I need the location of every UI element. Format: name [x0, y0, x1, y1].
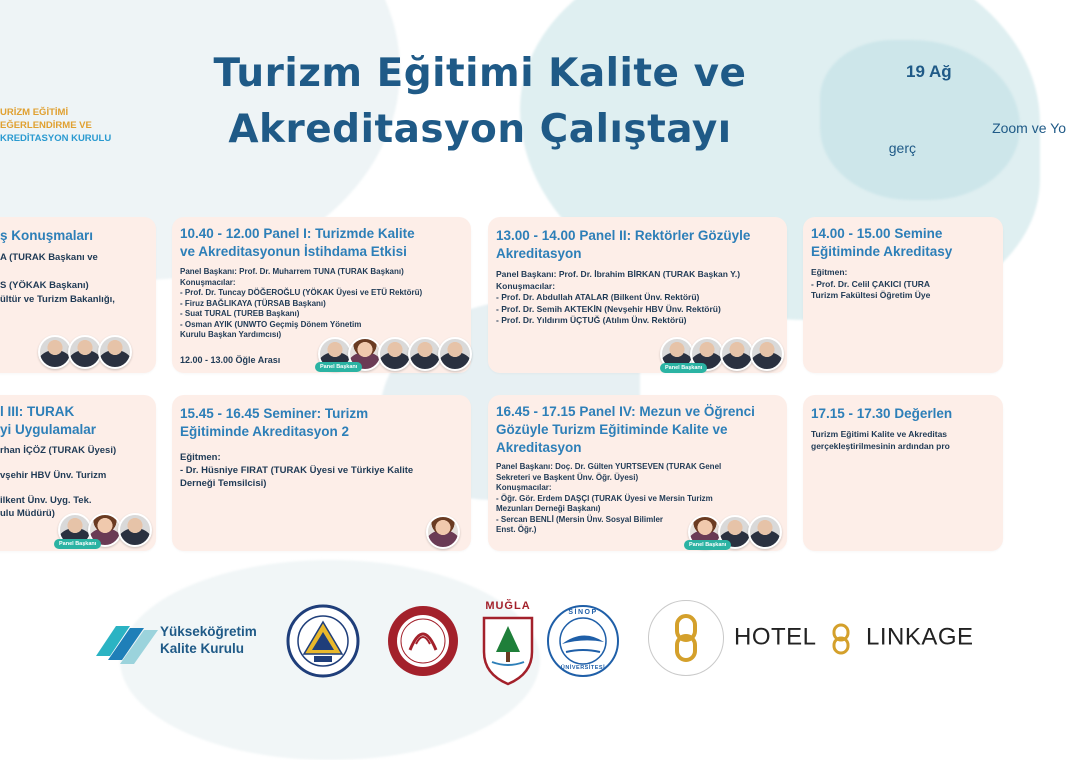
heading-line: Akreditasyon	[496, 246, 582, 261]
heading-line: 17.15 - 17.30 Değerlen	[811, 406, 953, 421]
speaker-photos	[42, 335, 132, 369]
session-heading	[496, 403, 779, 457]
organizer-line: KREDİTASYON KURULU	[0, 133, 112, 144]
session-card	[488, 395, 787, 551]
session-heading	[811, 405, 1003, 423]
panel-chair-badge: Panel Başkanı	[54, 539, 101, 549]
event-date: 19 Ağ	[906, 62, 952, 81]
session-heading	[811, 225, 1003, 261]
detail-line	[0, 483, 156, 496]
mugla-logo-text: MUĞLA	[485, 600, 531, 612]
detail-line	[0, 265, 144, 279]
speaker-photo	[98, 335, 132, 369]
panel-chair-badge: Panel Başkanı	[315, 362, 362, 372]
speaker-photo	[438, 337, 472, 371]
speaker-photos	[430, 515, 460, 549]
title-line: Turizm Eğitimi Kalite ve	[213, 51, 747, 96]
session-details	[0, 445, 156, 520]
speaker-photo	[38, 335, 72, 369]
heading-line: Eğitiminde Akreditasy	[811, 244, 953, 259]
session-heading	[0, 227, 144, 245]
detail-line: rhan İÇÖZ (TURAK Üyesi)	[0, 445, 117, 456]
detail-line: - Dr. Hüsniye FIRAT (TURAK Üyesi ve Türkiye Kalite	[180, 465, 414, 476]
detail-line: - Firuz BAĞLIKAYA (TÜRSAB Başkanı)	[180, 298, 326, 308]
detail-line: Turizm Fakültesi Öğretim Üye	[811, 290, 931, 300]
detail-line: Konuşmacılar:	[496, 280, 556, 291]
heading-line: Gözüyle Turizm Eğitiminde Kalite ve	[496, 422, 728, 437]
speaker-photo	[408, 337, 442, 371]
session-heading	[0, 403, 156, 439]
session-details	[811, 267, 1003, 302]
session-details	[496, 269, 779, 327]
detail-line: Panel Başkanı: Doç. Dr. Gülten YURTSEVEN (TURAK Genel	[496, 462, 722, 471]
hotel-logo-text: LINKAGE	[865, 623, 974, 651]
page-title	[150, 46, 810, 158]
detail-line: - Suat TURAL (TUREB Başkanı)	[180, 309, 300, 318]
session-card	[488, 217, 787, 373]
heading-line: yi Uygulamalar	[0, 422, 97, 437]
session-card	[0, 217, 156, 373]
title-line: Akreditasyon Çalıştayı	[228, 107, 732, 152]
detail-line: - Prof. Dr. Abdullah ATALAR (Bilkent Ünv. Rektörü)	[496, 292, 700, 302]
detail-line: Mezunları Derneği Başkanı)	[496, 504, 601, 513]
session-details	[811, 429, 1003, 452]
hotel-logo-text: HOTEL	[734, 623, 816, 651]
speaker-photo	[378, 337, 412, 371]
detail-line: Konuşmacılar:	[180, 277, 236, 287]
hotel-linkage-logo	[648, 600, 974, 676]
speaker-photo	[68, 335, 102, 369]
heading-line: ş Konuşmaları	[0, 228, 94, 243]
session-card	[803, 395, 1003, 551]
heading-line: 10.40 - 12.00 Panel I: Turizmde Kalite	[180, 226, 415, 241]
heading-line: Akreditasyon	[496, 440, 582, 455]
nevsehir-university-seal-icon	[386, 604, 460, 678]
sinop-university-seal-icon	[546, 604, 620, 678]
detail-line: - Öğr. Gör. Erdem DAŞÇI (TURAK Üyesi ve Mersin Turizm	[496, 493, 713, 503]
session-card	[172, 395, 471, 551]
detail-line: A (TURAK Başkanı ve	[0, 252, 98, 263]
detail-line: - Osman AYIK (UNWTO Geçmiş Dönem Yönetim	[180, 319, 362, 329]
session-card	[0, 395, 156, 551]
session-heading	[496, 227, 779, 263]
heading-line: ve Akreditasyonun İstihdama Etkisi	[180, 244, 407, 259]
detail-line: - Prof. Dr. Tuncay DÖĞEROĞLU (YÖKAK Üyesi ve ETÜ Rektörü)	[180, 288, 423, 297]
detail-line: - Prof. Dr. Semih AKTEKİN (Nevşehir HBV Ünv. Rektörü)	[496, 303, 721, 314]
detail-line: - Sercan BENLİ (Mersin Ünv. Sosyal Bilimler	[496, 514, 664, 524]
logo-text: Kalite Kurulu	[160, 641, 245, 656]
speaker-photo	[720, 337, 754, 371]
session-card	[172, 217, 471, 373]
mugla-university-seal-icon	[478, 600, 538, 686]
heading-line: 16.45 - 17.15 Panel IV: Mezun ve Öğrenci	[496, 404, 755, 419]
event-venue	[866, 118, 1066, 158]
session-details	[180, 267, 463, 341]
lunch-break-note: 12.00 - 13.00 Öğle Arası	[180, 355, 281, 365]
detail-line: S (YÖKAK Başkanı)	[0, 280, 89, 291]
speaker-photo	[118, 513, 152, 547]
panel-chair-badge: Panel Başkanı	[684, 540, 731, 550]
detail-line: Panel Başkanı: Prof. Dr. Muharrem TUNA (TURAK Başkanı)	[180, 267, 404, 276]
venue-line: gerç	[888, 140, 916, 156]
heading-line: 14.00 - 15.00 Semine	[811, 226, 943, 241]
detail-line: - Prof. Dr. Celil ÇAKICI (TURA	[811, 278, 931, 289]
logo-text: Yükseköğretim	[160, 624, 257, 639]
chevron-logo-icon	[96, 620, 156, 660]
session-heading	[180, 405, 463, 441]
sinop-logo-text: ÜNİVERSİTESİ	[560, 665, 606, 671]
sponsor-logos	[0, 596, 974, 720]
session-details	[0, 251, 144, 307]
sinop-logo-text: SİNOP	[568, 609, 598, 616]
heading-line: l III: TURAK	[0, 404, 75, 419]
organizer-line: URİZM EĞİTİMİ	[0, 107, 69, 118]
session-card	[803, 217, 1003, 373]
linkage-chain-icon	[829, 623, 853, 653]
session-heading	[180, 225, 463, 261]
detail-line: Kurulu Başkan Yardımcısı)	[180, 330, 282, 339]
heading-line: Eğitiminde Akreditasyon 2	[180, 424, 350, 439]
detail-line: Enst. Öğr.)	[496, 525, 537, 534]
detail-line: Konuşmacılar:	[496, 483, 552, 492]
detail-line: Panel Başkanı: Prof. Dr. İbrahim BİRKAN (TURAK Başkan Y.)	[496, 269, 741, 279]
detail-line: gerçekleştirilmesinin ardından pro	[811, 440, 950, 451]
detail-line: - Prof. Dr. Yıldırım ÜÇTUĞ (Atılım Ünv. Rektörü)	[496, 315, 687, 325]
detail-line: ültür ve Turizm Bakanlığı,	[0, 294, 115, 305]
akdeniz-university-seal-icon	[286, 604, 360, 678]
venue-line: Zoom ve Yo	[992, 120, 1066, 136]
linkage-chain-icon	[648, 600, 724, 676]
detail-line: ulu Müdürü)	[0, 507, 55, 519]
session-details	[180, 451, 463, 490]
speaker-photo	[750, 337, 784, 371]
detail-line: vşehir HBV Ünv. Turizm	[0, 470, 107, 481]
organizer-line: EĞERLENDİRME VE	[0, 120, 92, 131]
speaker-photo	[426, 515, 460, 549]
detail-line	[0, 458, 156, 471]
detail-line: Eğitmen:	[180, 452, 221, 463]
detail-line: Eğitmen:	[811, 267, 848, 277]
speaker-photo	[748, 515, 782, 549]
detail-line: Turizm Eğitimi Kalite ve Akreditas	[811, 429, 948, 439]
heading-line: 13.00 - 14.00 Panel II: Rektörler Gözüyle	[496, 228, 751, 243]
detail-line: Derneği Temsilcisi)	[180, 478, 267, 489]
yokak-logo	[96, 620, 257, 660]
heading-line: 15.45 - 16.45 Seminer: Turizm	[180, 406, 369, 421]
panel-chair-badge: Panel Başkanı	[660, 363, 707, 373]
detail-line: ilkent Ünv. Uyg. Tek.	[0, 495, 92, 506]
organizer-name	[0, 106, 150, 145]
detail-line: Sekreteri ve Başkent Ünv. Öğr. Üyesi)	[496, 472, 639, 482]
